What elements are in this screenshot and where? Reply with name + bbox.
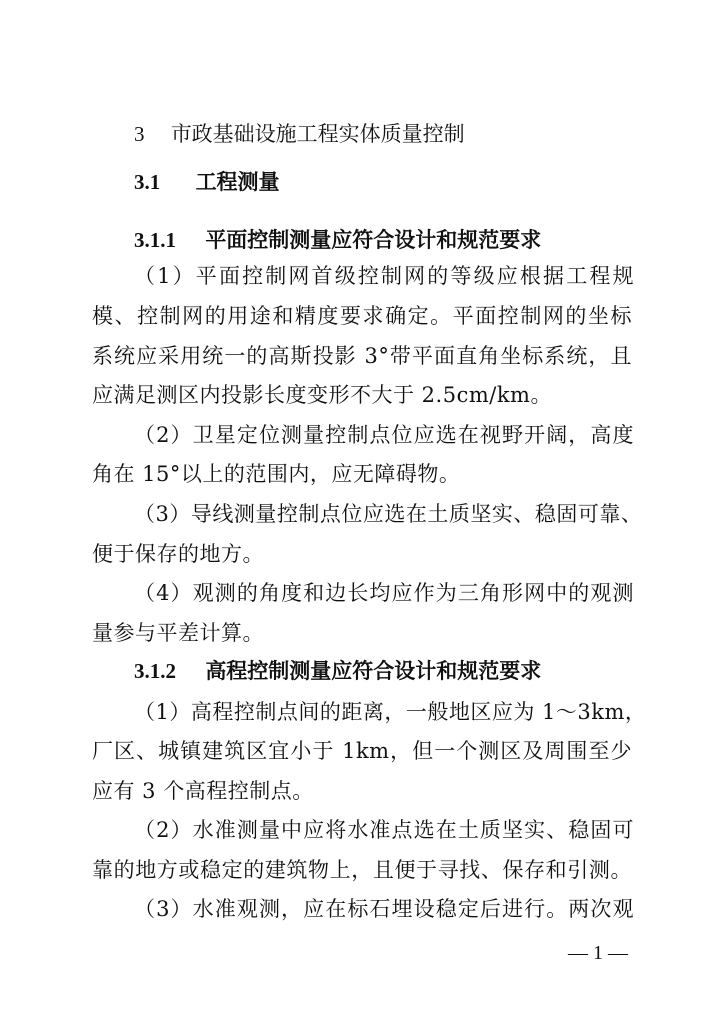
paragraph-line: 模、控制网的用途和精度要求确定。平面控制网的坐标 <box>92 304 632 328</box>
subsection-heading <box>134 657 541 685</box>
section-title: 工程测量 <box>195 169 280 194</box>
paragraph-line: 应有 3 个高程控制点。 <box>92 779 314 803</box>
paragraph-line: 靠的地方或稳定的建筑物上，且便于寻找、保存和引测。 <box>92 858 632 882</box>
paragraph-line: （1）高程控制点间的距离，一般地区应为 1～3km， <box>134 700 647 724</box>
chapter-title: 市政基础设施工程实体质量控制 <box>170 122 465 146</box>
subsection-number: 3.1.2 <box>134 659 176 683</box>
paragraph-line: 系统应采用统一的高斯投影 3°带平面直角坐标系统，且 <box>92 344 632 368</box>
paragraph-line: （4）观测的角度和边长均应作为三角形网中的观测 <box>134 581 634 605</box>
paragraph-line: 应满足测区内投影长度变形不大于 2.5cm/km。 <box>92 383 552 407</box>
paragraph-line: （2）卫星定位测量控制点位应选在视野开阔，高度 <box>134 423 634 447</box>
chapter-heading <box>134 120 465 148</box>
section-heading <box>134 168 280 196</box>
paragraph-line: （1）平面控制网首级控制网的等级应根据工程规 <box>134 264 634 288</box>
paragraph-line: 厂区、城镇建筑区宜小于 1km，但一个测区及周围至少 <box>92 739 632 763</box>
paragraph-line: 便于保存的地方。 <box>92 542 264 566</box>
section-number: 3.1 <box>134 170 161 194</box>
chapter-number: 3 <box>134 122 145 146</box>
paragraph-line: 角在 15°以上的范围内，应无障碍物。 <box>92 462 461 486</box>
page-number: — 1 — <box>568 942 628 964</box>
paragraph-line: （3）水准观测，应在标石埋设稳定后进行。两次观 <box>134 897 634 921</box>
paragraph-line: （2）水准测量中应将水准点选在土质坚实、稳固可 <box>134 818 634 842</box>
paragraph-line: 量参与平差计算。 <box>92 621 264 645</box>
subsection-title: 平面控制测量应符合设计和规范要求 <box>205 227 542 252</box>
subsection-number: 3.1.1 <box>134 228 176 252</box>
subsection-title: 高程控制测量应符合设计和规范要求 <box>205 658 542 683</box>
paragraph-line: （3）导线测量控制点位应选在土质坚实、稳固可靠、 <box>134 502 643 526</box>
subsection-heading <box>134 226 541 254</box>
